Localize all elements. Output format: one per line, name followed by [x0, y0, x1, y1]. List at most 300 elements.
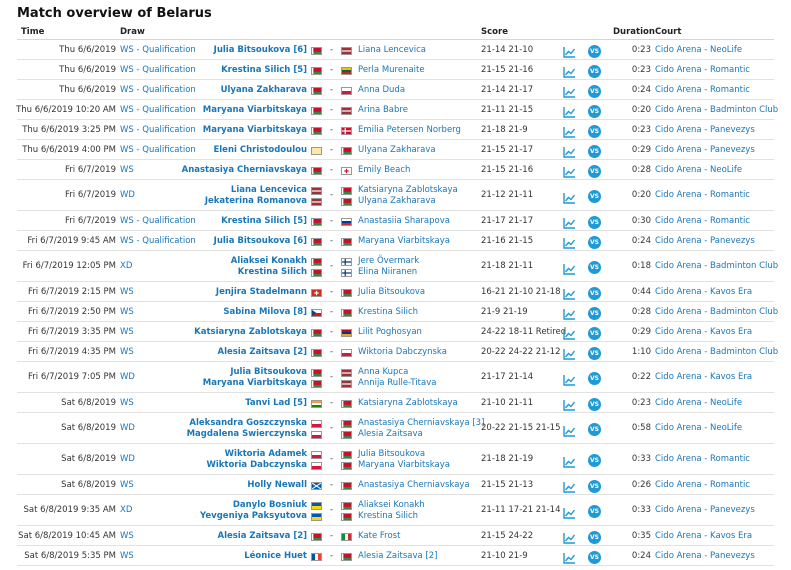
stats-chart-icon[interactable] — [563, 481, 576, 493]
match-score: 16-21 21-10 21-18 — [481, 287, 561, 297]
court-link[interactable]: Cido Arena - Panevezys — [655, 505, 755, 515]
player-link[interactable]: Lilit Poghosyan — [358, 327, 422, 337]
match-score: 21-15 21-17 — [481, 145, 534, 155]
match-duration: 0:35 — [631, 531, 651, 541]
match-score: 20-22 21-15 21-15 — [481, 423, 561, 433]
draw-link[interactable]: WS - Qualification — [120, 145, 196, 155]
head-to-head-icon[interactable]: VS — [588, 216, 601, 229]
court-link[interactable]: Cido Arena - Panevezys — [655, 125, 755, 135]
draw-link[interactable]: WS - Qualification — [120, 45, 196, 55]
match-score: 21-14 21-10 — [481, 45, 534, 55]
player-link[interactable]: Aliaksei Konakh — [358, 500, 425, 510]
head-to-head-icon[interactable]: VS — [588, 165, 601, 178]
stats-chart-icon[interactable] — [563, 288, 576, 300]
table-row — [0, 251, 791, 282]
flag-icon — [341, 269, 352, 277]
match-score: 20-22 24-22 21-12 — [481, 347, 561, 357]
head-to-head-icon[interactable]: VS — [588, 423, 601, 436]
court-link[interactable]: Cido Arena - Badminton Club — [655, 347, 779, 357]
head-to-head-icon[interactable]: VS — [588, 190, 601, 203]
court-link[interactable]: Cido Arena - Panevezys — [655, 551, 755, 561]
stats-chart-icon[interactable] — [563, 348, 576, 360]
flag-icon — [311, 513, 322, 521]
player-link[interactable]: Julia Bitsoukova [6] — [213, 45, 307, 55]
player-link[interactable]: Julia Bitsoukova [6] — [213, 236, 307, 246]
head-to-head-icon[interactable]: VS — [588, 505, 601, 518]
draw-link[interactable]: WS - Qualification — [120, 125, 196, 135]
match-duration: 0:23 — [631, 45, 651, 55]
match-duration: 0:20 — [631, 190, 651, 200]
match-duration: 0:18 — [631, 261, 651, 271]
match-score: 21-18 21-9 — [481, 125, 528, 135]
draw-link[interactable]: WS — [120, 480, 134, 490]
table-row — [0, 302, 791, 322]
flag-icon — [311, 369, 322, 377]
flag-icon — [341, 462, 352, 470]
draw-link[interactable]: WS - Qualification — [120, 65, 196, 75]
flag-icon — [341, 533, 352, 541]
stats-chart-icon[interactable] — [563, 374, 576, 386]
match-time: Thu 6/6/2019 — [59, 45, 116, 55]
player-link[interactable]: Julia Bitsoukova — [358, 287, 426, 297]
table-row — [0, 362, 791, 393]
head-to-head-icon[interactable]: VS — [588, 531, 601, 544]
page-title: Match overview of Belarus — [17, 6, 212, 21]
player-link[interactable]: Krestina Silich — [358, 307, 419, 317]
table-row — [0, 413, 791, 444]
player-link[interactable]: Krestina Silich — [358, 511, 419, 521]
draw-link[interactable]: WS — [120, 551, 134, 561]
flag-icon — [341, 127, 352, 135]
match-score: 21-15 21-16 — [481, 165, 534, 175]
stats-chart-icon[interactable] — [563, 86, 576, 98]
match-score: 21-15 21-13 — [481, 480, 534, 490]
court-link[interactable]: Cido Arena - Romantic — [655, 85, 750, 95]
flag-icon — [341, 420, 352, 428]
head-to-head-icon[interactable]: VS — [588, 85, 601, 98]
table-row — [0, 231, 791, 251]
match-time: Fri 6/7/2019 4:35 PM — [28, 347, 116, 357]
draw-link[interactable]: WD — [120, 423, 135, 433]
player-link[interactable]: Wiktoria Adamek — [224, 449, 307, 459]
table-row — [0, 322, 791, 342]
table-header — [0, 25, 791, 39]
player-link[interactable]: Katsiaryna Zablotskaya — [358, 398, 458, 408]
draw-link[interactable]: WS - Qualification — [120, 85, 196, 95]
match-time: Fri 6/7/2019 — [64, 216, 116, 226]
head-to-head-icon[interactable]: VS — [588, 125, 601, 138]
flag-icon — [311, 269, 322, 277]
court-link[interactable]: Cido Arena - NeoLife — [655, 423, 743, 433]
flag-icon — [341, 431, 352, 439]
flag-icon — [341, 198, 352, 206]
flag-icon — [341, 553, 352, 561]
player-link[interactable]: Yevgeniya Paksyutova — [200, 511, 307, 521]
draw-link[interactable]: XD — [120, 505, 133, 515]
stats-chart-icon[interactable] — [563, 308, 576, 320]
score-separator: - — [330, 327, 334, 337]
draw-link[interactable]: WS - Qualification — [120, 105, 196, 115]
score-separator: - — [330, 125, 334, 135]
score-separator: - — [330, 551, 334, 561]
player-link[interactable]: Maryana Viarbitskaya — [202, 125, 307, 135]
flag-icon — [311, 451, 322, 459]
court-link[interactable]: Cido Arena - Badminton Club — [655, 261, 779, 271]
match-time: Sat 6/8/2019 — [61, 423, 116, 433]
flag-icon — [341, 513, 352, 521]
court-link[interactable]: Cido Arena - Kavos Era — [655, 531, 753, 541]
table-row — [0, 546, 791, 566]
player-link[interactable]: Tanvi Lad [5] — [245, 398, 307, 408]
player-link[interactable]: Anastasiya Cherniavskaya — [358, 480, 470, 490]
player-link[interactable]: Aliaksei Konakh — [230, 256, 307, 266]
match-time: Fri 6/7/2019 — [64, 165, 116, 175]
score-separator: - — [330, 65, 334, 75]
match-score: 24-22 18-11 Retired — [481, 327, 567, 337]
flag-icon — [311, 218, 322, 226]
match-duration: 0:24 — [631, 85, 651, 95]
table-row — [0, 495, 791, 526]
flag-icon — [311, 431, 322, 439]
flag-icon — [341, 309, 352, 317]
header-draw[interactable]: Draw — [120, 27, 145, 37]
court-link[interactable]: Cido Arena - NeoLife — [655, 165, 743, 175]
flag-icon — [341, 329, 352, 337]
match-time: Fri 6/7/2019 2:50 PM — [28, 307, 116, 317]
match-time: Thu 6/6/2019 3:25 PM — [22, 125, 116, 135]
flag-icon — [341, 87, 352, 95]
stats-chart-icon[interactable] — [563, 166, 576, 178]
flag-icon — [311, 420, 322, 428]
score-separator: - — [330, 85, 334, 95]
match-score: 21-17 21-14 — [481, 372, 534, 382]
match-score: 21-15 21-16 — [481, 65, 534, 75]
head-to-head-icon[interactable]: VS — [588, 145, 601, 158]
table-row — [0, 80, 791, 100]
match-time: Sat 6/8/2019 5:35 PM — [24, 551, 116, 561]
head-to-head-icon[interactable]: VS — [588, 236, 601, 249]
stats-chart-icon[interactable] — [563, 46, 576, 58]
match-duration: 0:33 — [631, 454, 651, 464]
player-link[interactable]: Emilia Petersen Norberg — [358, 125, 461, 135]
court-link[interactable]: Cido Arena - Romantic — [655, 480, 750, 490]
match-duration: 0:58 — [631, 423, 651, 433]
match-score: 21-11 17-21 21-14 — [481, 505, 561, 515]
score-separator: - — [330, 480, 334, 490]
flag-icon — [341, 380, 352, 388]
court-link[interactable]: Cido Arena - Kavos Era — [655, 327, 753, 337]
flag-icon — [341, 147, 352, 155]
player-link[interactable]: Aleksandra Goszczynska — [189, 418, 307, 428]
court-link[interactable]: Cido Arena - Badminton Club — [655, 105, 779, 115]
court-link[interactable]: Cido Arena - Panevezys — [655, 236, 755, 246]
draw-link[interactable]: WD — [120, 454, 135, 464]
match-duration: 0:28 — [631, 307, 651, 317]
draw-link[interactable]: WD — [120, 190, 135, 200]
stats-chart-icon[interactable] — [563, 66, 576, 78]
head-to-head-icon[interactable]: VS — [588, 551, 601, 564]
head-to-head-icon[interactable]: VS — [588, 307, 601, 320]
match-time: Thu 6/6/2019 — [59, 65, 116, 75]
match-duration: 0:23 — [631, 398, 651, 408]
player-link[interactable]: Alesia Zaitsava [2] — [217, 347, 307, 357]
score-separator: - — [330, 216, 334, 226]
match-time: Thu 6/6/2019 — [59, 85, 116, 95]
flag-icon — [311, 309, 322, 317]
match-duration: 0:30 — [631, 216, 651, 226]
stats-chart-icon[interactable] — [563, 192, 576, 204]
flag-icon — [311, 187, 322, 195]
draw-link[interactable]: WD — [120, 372, 135, 382]
table-row — [0, 475, 791, 495]
player-link[interactable]: Anna Duda — [358, 85, 406, 95]
player-link[interactable]: Ulyana Zakharava — [358, 145, 436, 155]
stats-chart-icon[interactable] — [563, 552, 576, 564]
match-duration: 0:26 — [631, 480, 651, 490]
match-score: 21-17 21-17 — [481, 216, 534, 226]
match-time: Fri 6/7/2019 9:45 AM — [27, 236, 116, 246]
player-link[interactable]: Liana Lencevica — [230, 185, 307, 195]
player-link[interactable]: Alesia Zaitsava [2] — [217, 531, 307, 541]
player-link[interactable]: Anna Kupca — [358, 367, 409, 377]
head-to-head-icon[interactable]: VS — [588, 372, 601, 385]
player-link[interactable]: Magdalena Swierczynska — [186, 429, 307, 439]
player-link[interactable]: Ulyana Zakharava — [220, 85, 307, 95]
table-row — [0, 444, 791, 475]
row-divider — [17, 565, 774, 566]
flag-icon — [311, 258, 322, 266]
head-to-head-icon[interactable]: VS — [588, 347, 601, 360]
player-link[interactable]: Maryana Viarbitskaya — [358, 236, 451, 246]
player-link[interactable]: Katsiaryna Zablotskaya — [358, 185, 458, 195]
player-link[interactable]: Kate Frost — [358, 531, 401, 541]
flag-icon — [341, 451, 352, 459]
score-separator: - — [330, 236, 334, 246]
head-to-head-icon[interactable]: VS — [588, 454, 601, 467]
match-score: 21-16 21-15 — [481, 236, 534, 246]
match-score: 21-11 21-15 — [481, 105, 534, 115]
court-link[interactable]: Cido Arena - Kavos Era — [655, 287, 753, 297]
player-link[interactable]: Jere Övermark — [358, 256, 420, 266]
stats-chart-icon[interactable] — [563, 126, 576, 138]
stats-chart-icon[interactable] — [563, 237, 576, 249]
draw-link[interactable]: WS — [120, 165, 134, 175]
head-to-head-icon[interactable]: VS — [588, 45, 601, 58]
player-link[interactable]: Krestina Silich — [237, 267, 307, 277]
player-link[interactable]: Julia Bitsoukova — [358, 449, 426, 459]
player-link[interactable]: Liana Lencevica — [358, 45, 426, 55]
player-link[interactable]: Wiktoria Dabczynska — [358, 347, 447, 357]
player-link[interactable]: Annija Rulle-Titava — [358, 378, 437, 388]
match-time: Sat 6/8/2019 — [61, 398, 116, 408]
player-link[interactable]: Maryana Viarbitskaya — [358, 460, 451, 470]
flag-icon — [341, 218, 352, 226]
court-link[interactable]: Cido Arena - Romantic — [655, 190, 750, 200]
stats-chart-icon[interactable] — [563, 328, 576, 340]
flag-icon — [311, 167, 322, 175]
court-link[interactable]: Cido Arena - Romantic — [655, 454, 750, 464]
flag-icon — [341, 482, 352, 490]
table-row — [0, 526, 791, 546]
flag-icon — [311, 462, 322, 470]
table-row — [0, 180, 791, 211]
player-link[interactable]: Maryana Viarbitskaya — [202, 105, 307, 115]
header-duration[interactable]: Duration — [613, 27, 655, 37]
draw-link[interactable]: WS - Qualification — [120, 236, 196, 246]
flag-icon — [311, 87, 322, 95]
match-score: 21-9 21-19 — [481, 307, 528, 317]
player-link[interactable]: Ulyana Zakharava — [358, 196, 436, 206]
score-separator: - — [330, 145, 334, 155]
court-link[interactable]: Cido Arena - Romantic — [655, 216, 750, 226]
match-score: 21-15 24-22 — [481, 531, 534, 541]
header-time[interactable]: Time — [21, 27, 45, 37]
stats-chart-icon[interactable] — [563, 106, 576, 118]
draw-link[interactable]: WS — [120, 307, 134, 317]
match-score: 21-12 21-11 — [481, 190, 534, 200]
flag-icon — [341, 369, 352, 377]
flag-icon — [311, 533, 322, 541]
flag-icon — [341, 400, 352, 408]
player-link[interactable]: Anastasiya Cherniavskaya [3] — [358, 418, 485, 428]
score-separator: - — [330, 454, 334, 464]
flag-icon — [311, 553, 322, 561]
match-duration: 0:23 — [631, 125, 651, 135]
draw-link[interactable]: WS — [120, 327, 134, 337]
court-link[interactable]: Cido Arena - Badminton Club — [655, 307, 779, 317]
player-link[interactable]: Léonice Huet — [244, 551, 307, 561]
score-separator: - — [330, 190, 334, 200]
match-time: Thu 6/6/2019 10:20 AM — [16, 105, 116, 115]
match-score: 21-18 21-19 — [481, 454, 534, 464]
draw-link[interactable]: WS — [120, 531, 134, 541]
stats-chart-icon[interactable] — [563, 425, 576, 437]
score-separator: - — [330, 505, 334, 515]
player-link[interactable]: Alesia Zaitsava [2] — [358, 551, 438, 561]
flag-icon — [341, 238, 352, 246]
flag-icon — [311, 380, 322, 388]
table-row — [0, 40, 791, 60]
flag-icon — [341, 67, 352, 75]
court-link[interactable]: Cido Arena - NeoLife — [655, 398, 743, 408]
flag-icon — [341, 187, 352, 195]
flag-icon — [341, 502, 352, 510]
header-score[interactable]: Score — [481, 27, 508, 37]
stats-chart-icon[interactable] — [563, 456, 576, 468]
score-separator: - — [330, 45, 334, 55]
player-link[interactable]: Anastasiia Sharapova — [358, 216, 450, 226]
match-duration: 0:24 — [631, 236, 651, 246]
player-link[interactable]: Maryana Viarbitskaya — [202, 378, 307, 388]
draw-link[interactable]: XD — [120, 261, 133, 271]
match-duration: 0:20 — [631, 105, 651, 115]
player-link[interactable]: Eleni Christodoulou — [213, 145, 307, 155]
match-duration: 0:22 — [631, 372, 651, 382]
score-separator: - — [330, 261, 334, 271]
head-to-head-icon[interactable]: VS — [588, 287, 601, 300]
match-time: Fri 6/7/2019 — [64, 190, 116, 200]
player-link[interactable]: Elina Niiranen — [358, 267, 418, 277]
player-link[interactable]: Katsiaryna Zablotskaya — [194, 327, 307, 337]
head-to-head-icon[interactable]: VS — [588, 105, 601, 118]
match-duration: 0:29 — [631, 145, 651, 155]
match-time: Sat 6/8/2019 — [61, 454, 116, 464]
stats-chart-icon[interactable] — [563, 146, 576, 158]
stats-chart-icon[interactable] — [563, 507, 576, 519]
head-to-head-icon[interactable]: VS — [588, 261, 601, 274]
head-to-head-icon[interactable]: VS — [588, 65, 601, 78]
draw-link[interactable]: WS - Qualification — [120, 216, 196, 226]
match-time: Thu 6/6/2019 4:00 PM — [22, 145, 116, 155]
head-to-head-icon[interactable]: VS — [588, 398, 601, 411]
head-to-head-icon[interactable]: VS — [588, 327, 601, 340]
flag-icon — [311, 238, 322, 246]
player-link[interactable]: Anastasiya Cherniavskaya — [181, 165, 307, 175]
stats-chart-icon[interactable] — [563, 399, 576, 411]
stats-chart-icon[interactable] — [563, 263, 576, 275]
draw-link[interactable]: WS — [120, 347, 134, 357]
player-link[interactable]: Perla Murenaite — [358, 65, 425, 75]
player-link[interactable]: Sabina Milova [8] — [223, 307, 307, 317]
match-time: Sat 6/8/2019 9:35 AM — [23, 505, 116, 515]
match-time: Fri 6/7/2019 2:15 PM — [28, 287, 116, 297]
header-court[interactable]: Court — [655, 27, 682, 37]
flag-icon — [341, 289, 352, 297]
table-row — [0, 282, 791, 302]
flag-icon — [311, 67, 322, 75]
match-duration: 0:28 — [631, 165, 651, 175]
court-link[interactable]: Cido Arena - Kavos Era — [655, 372, 753, 382]
court-link[interactable]: Cido Arena - NeoLife — [655, 45, 743, 55]
player-link[interactable]: Krestina Silich [5] — [221, 65, 307, 75]
score-separator: - — [330, 287, 334, 297]
table-row — [0, 60, 791, 80]
match-score: 21-14 21-17 — [481, 85, 534, 95]
draw-link[interactable]: WS — [120, 287, 134, 297]
player-link[interactable]: Julia Bitsoukova — [230, 367, 307, 377]
match-score: 21-10 21-9 — [481, 551, 528, 561]
table-row — [0, 342, 791, 362]
score-separator: - — [330, 307, 334, 317]
player-link[interactable]: Arina Babre — [358, 105, 408, 115]
flag-icon — [311, 127, 322, 135]
player-link[interactable]: Jenjira Stadelmann — [215, 287, 307, 297]
court-link[interactable]: Cido Arena - Romantic — [655, 65, 750, 75]
flag-icon — [311, 482, 322, 490]
table-row — [0, 160, 791, 180]
table-row — [0, 211, 791, 231]
score-separator: - — [330, 347, 334, 357]
draw-link[interactable]: WS — [120, 398, 134, 408]
score-separator: - — [330, 165, 334, 175]
player-link[interactable]: Wiktoria Dabczynska — [206, 460, 307, 470]
player-link[interactable]: Alesia Zaitsava — [358, 429, 423, 439]
player-link[interactable]: Holly Newall — [247, 480, 307, 490]
flag-icon — [311, 502, 322, 510]
match-time: Fri 6/7/2019 12:05 PM — [22, 261, 116, 271]
player-link[interactable]: Emily Beach — [358, 165, 411, 175]
player-link[interactable]: Krestina Silich [5] — [221, 216, 307, 226]
player-link[interactable]: Jekaterina Romanova — [204, 196, 307, 206]
table-row — [0, 100, 791, 120]
flag-icon — [311, 198, 322, 206]
player-link[interactable]: Danylo Bosniuk — [232, 500, 307, 510]
stats-chart-icon[interactable] — [563, 217, 576, 229]
stats-chart-icon[interactable] — [563, 532, 576, 544]
court-link[interactable]: Cido Arena - Panevezys — [655, 145, 755, 155]
head-to-head-icon[interactable]: VS — [588, 480, 601, 493]
score-separator: - — [330, 105, 334, 115]
